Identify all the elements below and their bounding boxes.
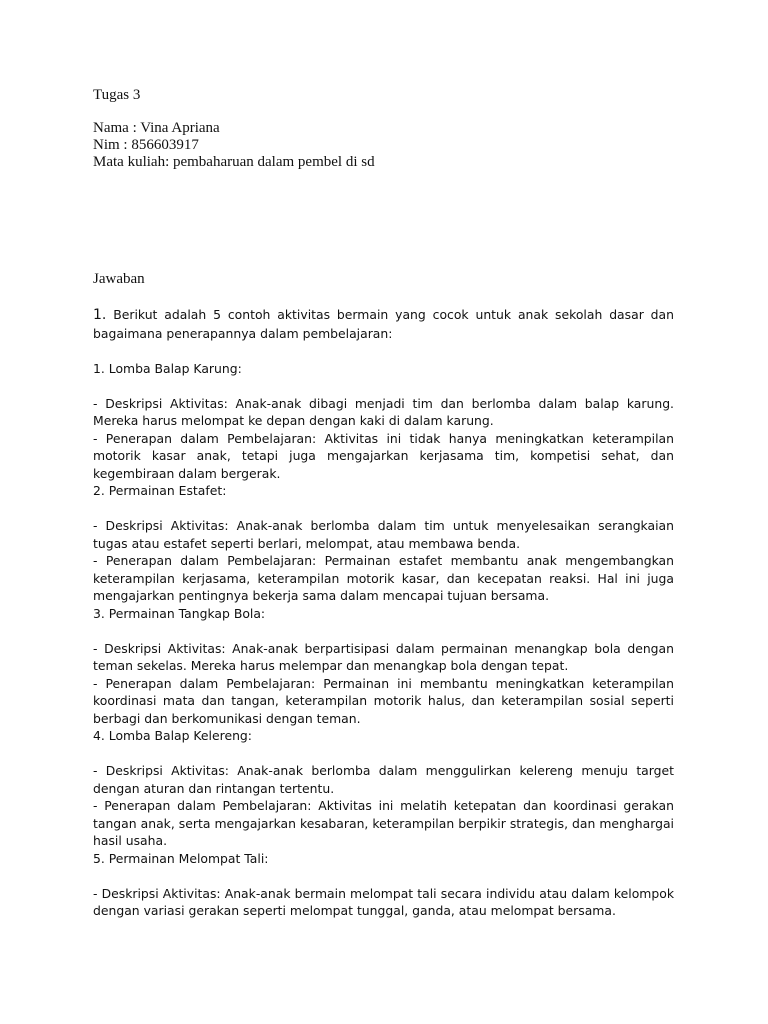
item-title: 1. Lomba Balap Karung: bbox=[93, 360, 242, 376]
item-application: - Penerapan dalam Pembelajaran: Aktivitas ini melatih ketepatan dan koordinasi gerakan tangan anak, serta mengajarkan kesabaran, keterampilan berpikir strategis, dan menghargai hasil usaha. bbox=[93, 798, 674, 848]
assignment-title: Tugas 3 bbox=[93, 87, 141, 103]
item-description: - Deskripsi Aktivitas: Anak-anak berlomba dalam tim untuk menyelesaikan serangkaian tugas atau estafet seperti berlari, melompat, atau membawa benda. bbox=[93, 518, 674, 551]
item-title: 2. Permainan Estafet: bbox=[93, 483, 227, 498]
document-header bbox=[93, 87, 693, 171]
item-application: - Penerapan dalam Pembelajaran: Permainan estafet membantu anak mengembangkan keterampilan kerjasama, keterampilan motorik kasar, dan kecepatan reaksi. Hal ini juga mengajarkan pentingnya bekerja sama dalam mencapai tujuan bersama. bbox=[93, 553, 674, 603]
item-title: 3. Permainan Tangkap Bola: bbox=[93, 605, 266, 621]
answer-section bbox=[93, 271, 674, 920]
course-name: Mata kuliah: pembaharuan dalam pembel di sd bbox=[93, 154, 375, 170]
item-description: - Deskripsi Aktivitas: Anak-anak bermain melompat tali secara individu atau dalam kelompok dengan variasi gerakan seperti melompat tunggal, ganda, atau melompat bersama. bbox=[93, 885, 674, 918]
item-description: - Deskripsi Aktivitas: Anak-anak berlomba dalam menggulirkan kelereng menuju target dengan aturan dan rintangan tertentu. bbox=[93, 763, 674, 796]
intro-text: Berikut adalah 5 contoh aktivitas bermain yang cocok untuk anak sekolah dasar dan bagaimana penerapannya dalam pembelajaran: bbox=[93, 307, 674, 341]
student-name: Nama : Vina Apriana bbox=[93, 120, 220, 136]
item-application: - Penerapan dalam Pembelajaran: Permainan ini membantu meningkatkan keterampilan koordinasi mata dan tangan, keterampilan motorik halus, dan keterampilan sosial seperti berbagi dan berkomunikasi dengan teman. bbox=[93, 675, 674, 726]
item-description: - Deskripsi Aktivitas: Anak-anak berpartisipasi dalam permainan menangkap bola dengan teman sekelas. Mereka harus melempar dan menangkap bola dengan tepat. bbox=[93, 640, 674, 673]
intro-paragraph bbox=[93, 306, 674, 342]
item-description: - Deskripsi Aktivitas: Anak-anak dibagi menjadi tim dan berlomba dalam balap karung. Mereka harus melompat ke depan dengan kaki di dalam karung. bbox=[93, 395, 674, 428]
item-application: - Penerapan dalam Pembelajaran: Aktivitas ini tidak hanya meningkatkan keterampilan motorik kasar anak, tetapi juga mengajarkan kerjasama tim, kompetisi sehat, dan kegembiraan dalam bergerak. bbox=[93, 430, 674, 481]
answer-heading: Jawaban bbox=[93, 271, 145, 287]
student-nim: Nim : 856603917 bbox=[93, 137, 199, 153]
intro-number: 1. bbox=[93, 307, 107, 323]
item-title: 4. Lomba Balap Kelereng: bbox=[93, 728, 252, 743]
item-title: 5. Permainan Melompat Tali: bbox=[93, 850, 269, 866]
